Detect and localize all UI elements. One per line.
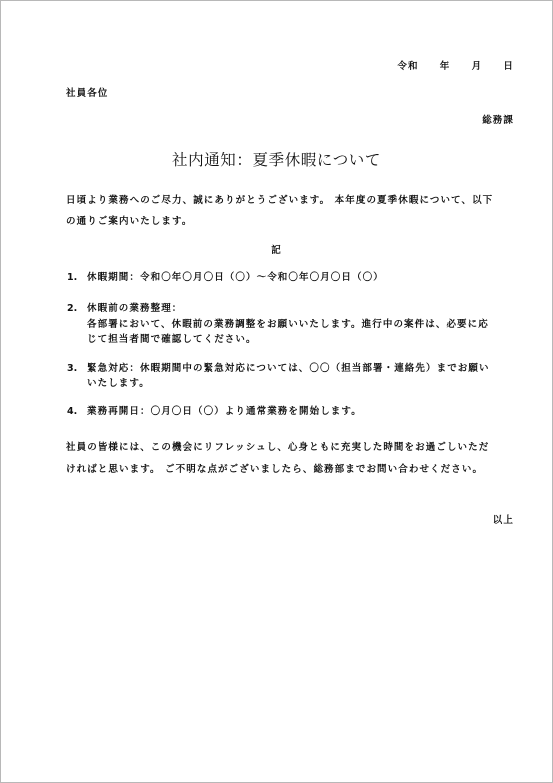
closing-line-2: ければと思います。 ご不明な点がございましたら、総務部までお問い合わせください。 [66,464,484,475]
ki-label: 記 [271,245,282,256]
item-number: 1. [67,272,78,283]
item-line: 休暇期間：令和〇年〇月〇日（〇）～令和〇年〇月〇日（〇） [87,272,384,283]
item-number: 2. [67,303,78,314]
item-line: じて担当者間で確認してください。 [87,334,257,345]
ijo-label: 以上 [492,515,514,526]
item-line: いたします。 [87,378,150,389]
item-line: 各部署において、休暇前の業務調整をお願いいたします。進行中の案件は、必要に応 [87,319,489,330]
item-line: 休暇前の業務整理： [87,303,183,314]
item-line: 業務再開日：〇月〇日（〇）より通常業務を開始します。 [87,406,362,417]
recipient: 社員各位 [66,88,109,99]
intro-line-2: の通りご案内いたします。 [66,216,193,227]
closing-line-1: 社員の皆様には、この機会にリフレッシュし、心身ともに充実した時間をお過ごしいただ [66,442,490,453]
sender: 総務課 [482,115,514,126]
item-line: 緊急対応：休暇期間中の緊急対応については、〇〇（担当部署・連絡先）までお願い [87,363,490,374]
intro-line-1: 日頃より業務へのご尽力、誠にありがとうございます。 本年度の夏季休暇について、以下 [66,195,494,206]
item-number: 4. [67,406,78,417]
document-title: 社内通知：夏季休暇について [172,151,381,169]
item-number: 3. [67,363,78,374]
date-line: 令和 年 月 日 [397,61,514,72]
